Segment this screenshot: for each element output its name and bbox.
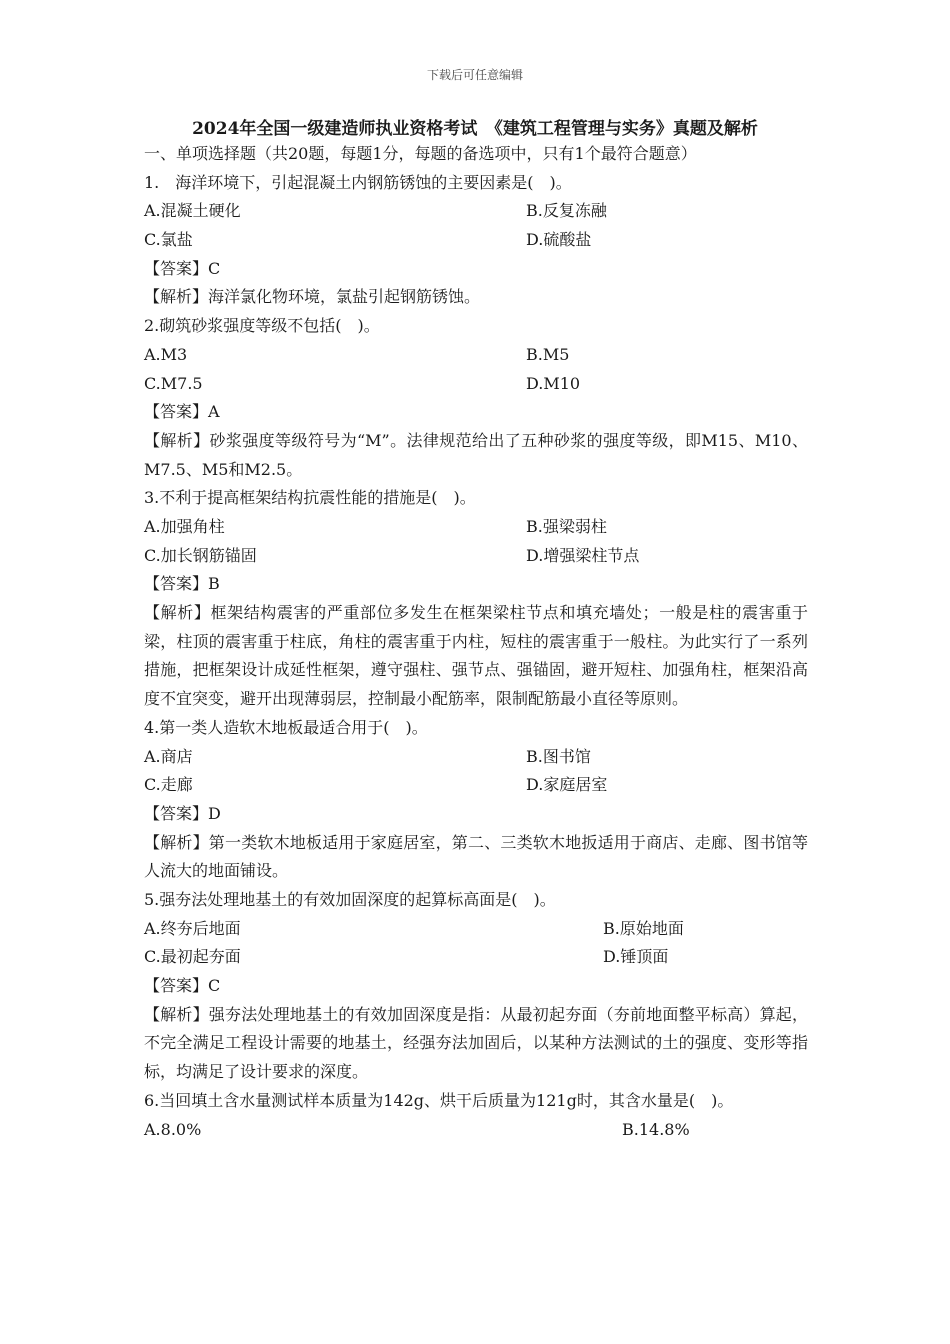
- option-d: D.M10: [526, 373, 581, 393]
- option-d: D.锤顶面: [603, 947, 669, 967]
- option-d: D.家庭居室: [526, 775, 608, 795]
- option-row: [144, 513, 808, 542]
- option-a: A.终夯后地面: [144, 918, 241, 938]
- analysis: 【解析】第一类软木地板适用于家庭居室，第二、三类软木地扳适用于商店、走廊、图书馆等人流大的地面铺设。: [144, 832, 808, 881]
- question-1: [144, 169, 808, 312]
- header-note: 下载后可任意编辑: [426, 68, 523, 82]
- option-row: [144, 1116, 808, 1145]
- section-heading: 一、单项选择题（共20题，每题1分，每题的备选项中，只有1个最符合题意）: [144, 144, 697, 163]
- option-b: B.原始地面: [603, 918, 684, 938]
- option-d: D.硫酸盐: [526, 230, 592, 250]
- option-b: B.反复冻融: [526, 201, 607, 221]
- option-a: A.加强角柱: [144, 517, 225, 536]
- option-row: [144, 542, 808, 571]
- option-row: [144, 370, 808, 399]
- question-2: [144, 312, 808, 484]
- question-stem: 5.强夯法处理地基土的有效加固深度的起算标高面是( )。: [144, 890, 556, 910]
- option-b: B.M5: [526, 344, 570, 364]
- option-c: C.最初起夯面: [144, 947, 241, 967]
- answer: 【答案】D: [144, 803, 221, 823]
- option-b: B.图书馆: [526, 746, 591, 766]
- option-row: [144, 771, 808, 800]
- option-a: A.8.0%: [144, 1119, 202, 1139]
- analysis: 【解析】海洋氯化物环境，氯盐引起钢筋锈蚀。: [144, 287, 481, 307]
- option-b: B.14.8%: [622, 1119, 690, 1139]
- question-4: [144, 714, 808, 886]
- option-c: C.M7.5: [144, 373, 203, 393]
- document-body: [144, 140, 808, 1144]
- answer: 【答案】B: [144, 574, 220, 594]
- option-row: [144, 943, 808, 972]
- option-a: A.混凝土硬化: [144, 201, 241, 221]
- option-row: [144, 915, 808, 944]
- option-c: C.走廊: [144, 775, 193, 795]
- question-6: [144, 1087, 808, 1144]
- question-stem: 3.不利于提高框架结构抗震性能的措施是( )。: [144, 488, 476, 508]
- analysis: 【解析】框架结构震害的严重部位多发生在框架梁柱节点和填充墙处；一般是柱的震害重于梁，柱顶的震害重于柱底，角柱的震害重于内柱，短柱的震害重于一般柱。为此实行了一系列措施，把框架设计成延性框架，遵守强柱、强节点、强锚固，避开短柱、加强角柱，框架沿高度不宜突变，避开出现薄弱层，控制最小配筋率，限制配筋最小直径等原则。: [144, 603, 808, 709]
- question-5: [144, 886, 808, 1087]
- question-stem: 6.当回填土含水量测试样本质量为142g、烘干后质量为121g时，其含水量是( )。: [144, 1090, 734, 1110]
- option-row: [144, 226, 808, 255]
- option-row: [144, 341, 808, 370]
- option-a: A.M3: [144, 344, 188, 364]
- question-3: [144, 484, 808, 714]
- answer: 【答案】C: [144, 976, 221, 996]
- question-stem: 1. 海洋环境下，引起混凝土内钢筋锈蚀的主要因素是( )。: [144, 172, 572, 192]
- analysis: 【解析】砂浆强度等级符号为“M”。法律规范给出了五种砂浆的强度等级，即M15、M10、M7.5、M5和M2.5。: [144, 430, 808, 479]
- question-stem: 2.砌筑砂浆强度等级不包括( )。: [144, 316, 380, 336]
- option-a: A.商店: [144, 746, 193, 766]
- document-title: 2024年全国一级建造师执业资格考试 《建筑工程管理与实务》真题及解析: [192, 119, 758, 139]
- analysis: 【解析】强夯法处理地基土的有效加固深度是指：从最初起夯面（夯前地面整平标高）算起，不完全满足工程设计需要的地基土，经强夯法加固后，以某种方法测试的土的强度、变形等指标，均满足了设计要求的深度。: [144, 1004, 808, 1082]
- answer: 【答案】C: [144, 258, 221, 278]
- option-d: D.增强梁柱节点: [526, 545, 640, 565]
- question-stem: 4.第一类人造软木地板最适合用于( )。: [144, 717, 428, 737]
- option-row: [144, 197, 808, 226]
- option-b: B.强梁弱柱: [526, 517, 607, 536]
- option-c: C.加长钢筋锚固: [144, 545, 257, 565]
- answer: 【答案】A: [144, 402, 220, 422]
- option-c: C.氯盐: [144, 230, 193, 250]
- option-row: [144, 743, 808, 772]
